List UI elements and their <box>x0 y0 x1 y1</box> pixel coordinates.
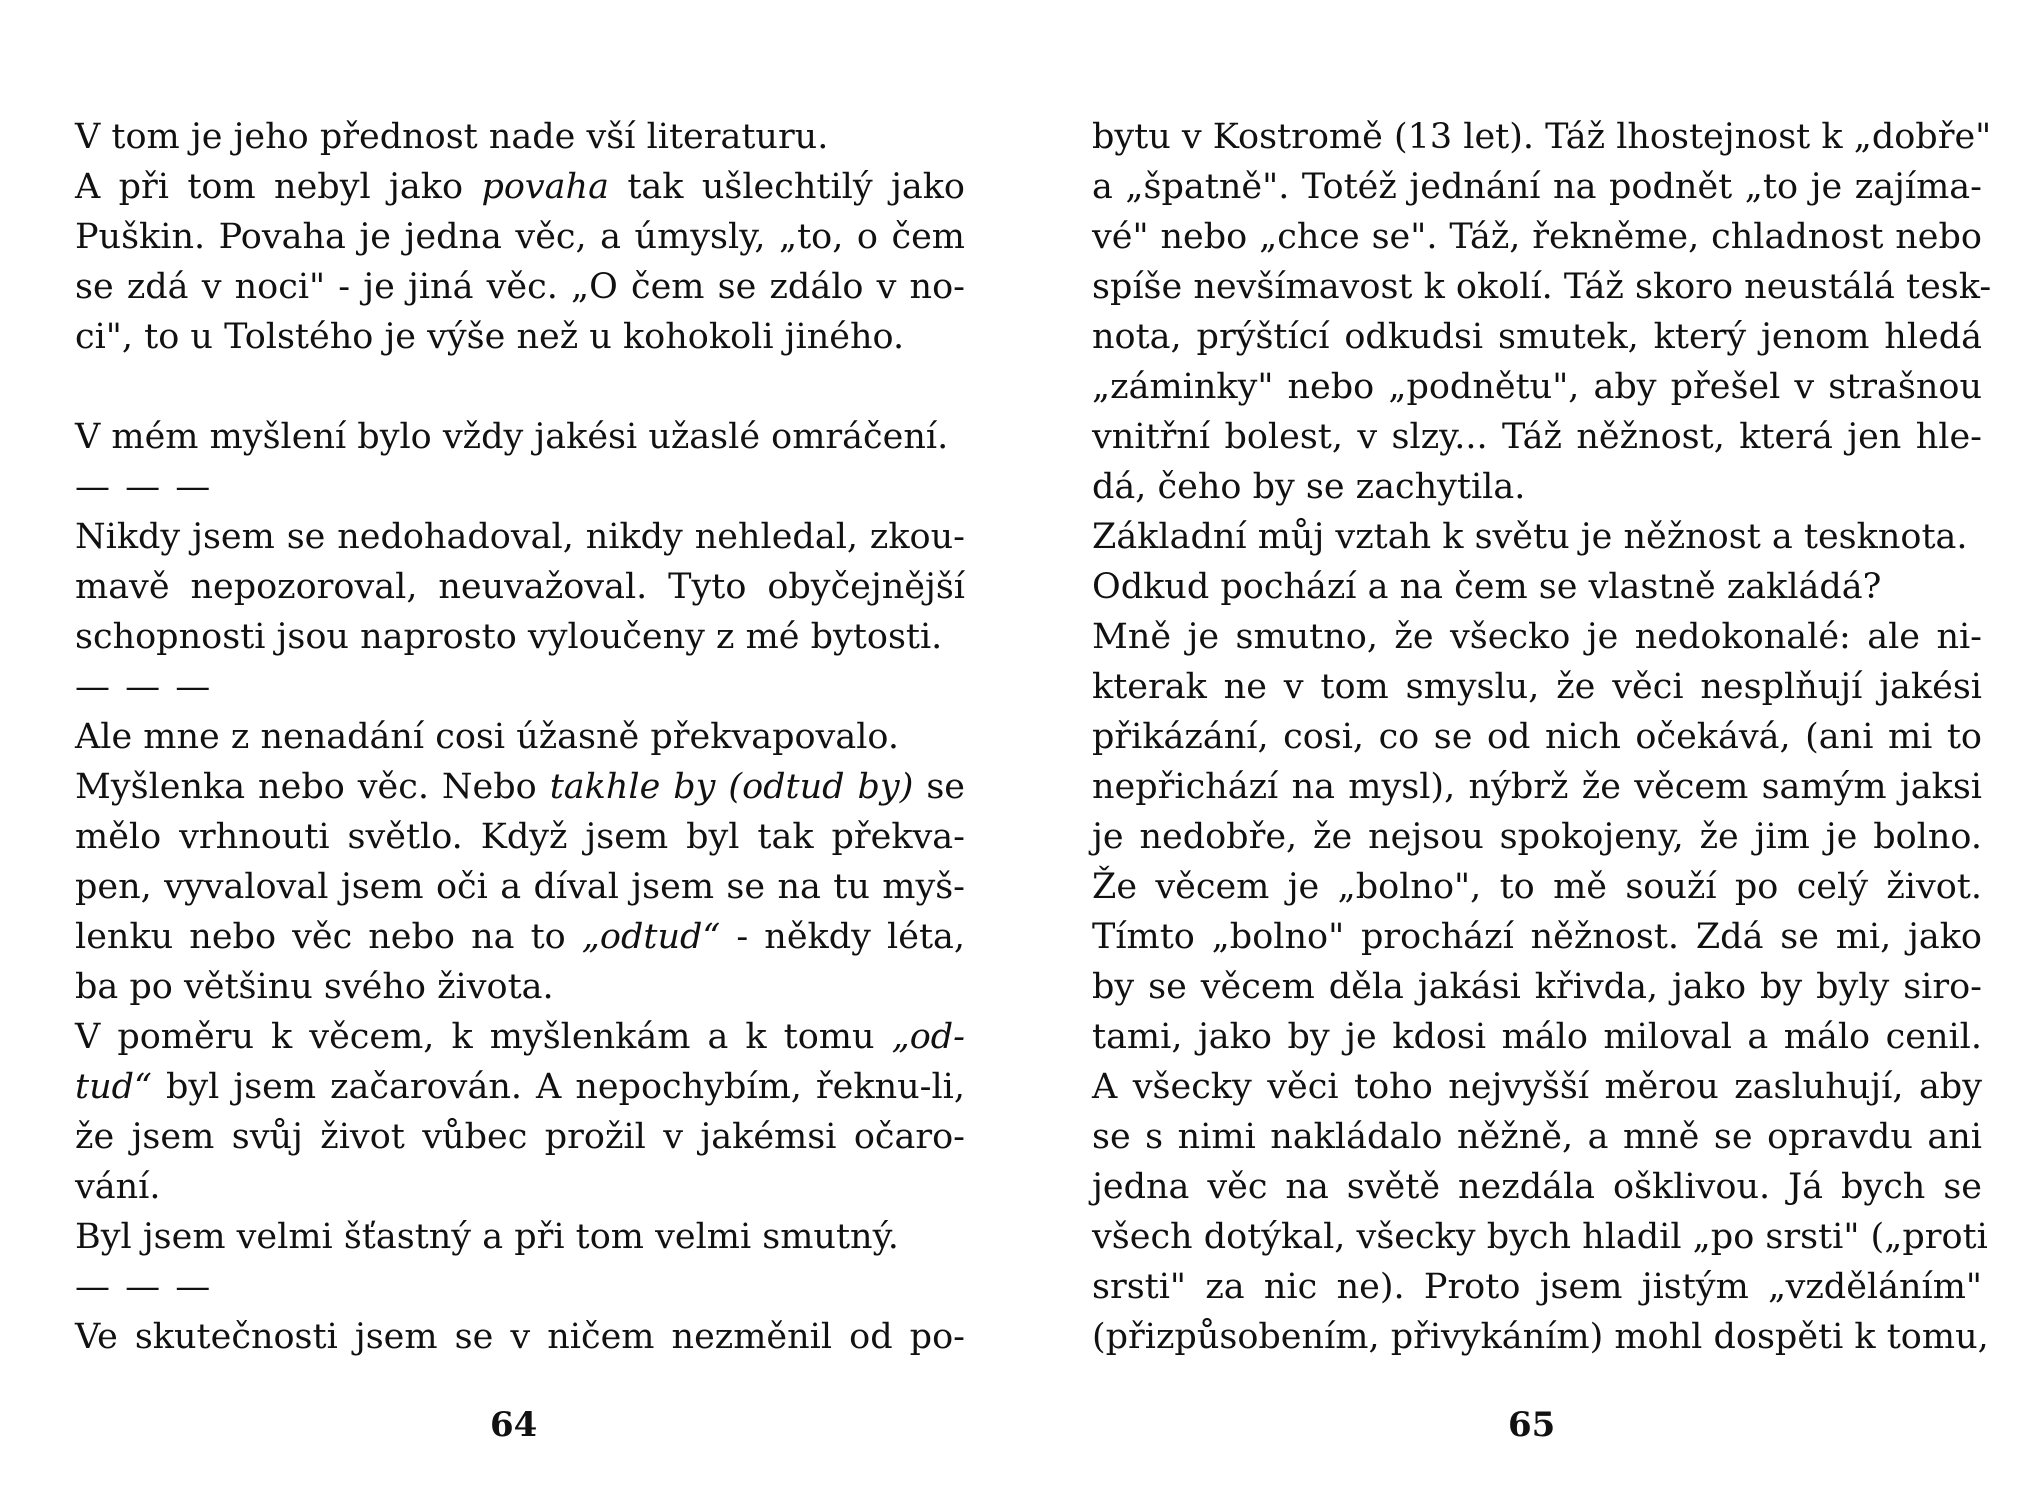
text-segment: tak ušlechtilý jako <box>608 167 966 207</box>
text-line: (přizpůsobením, přivykáním) mohl dospěti k tomu, <box>1092 1317 1989 1357</box>
text-line: Tímto „bolno" prochází něžnost. Zdá se mi, jako <box>1092 917 1982 957</box>
section-divider: — — — <box>75 467 213 507</box>
text-line: je nedobře, že nejsou spokojeny, že jim je bolno. <box>1092 817 1982 857</box>
italic-segment: „odtud“ <box>581 917 721 957</box>
text-line: Ve skutečnosti jsem se v ničem nezměnil od po- <box>75 1317 965 1357</box>
section-divider: — — — <box>75 1267 213 1307</box>
text-line: vání. <box>75 1167 161 1207</box>
text-line: Puškin. Povaha je jedna věc, a úmysly, „to, o čem <box>75 217 965 257</box>
text-line: Ale mne z nenadání cosi úžasně překvapovalo. <box>75 717 899 757</box>
paragraph-gap <box>75 362 965 412</box>
text-segment: se <box>913 767 965 807</box>
text-line: ci", to u Tolstého je výše než u kohokoli jiného. <box>75 317 905 357</box>
left-page <box>75 112 965 1362</box>
text-line: se s nimi nakládalo něžně, a mně se opravdu ani <box>1092 1117 1982 1157</box>
text-line: Odkud pochází a na čem se vlastně zakládá? <box>1092 567 1882 607</box>
text-line: vé" nebo „chce se". Táž, řekněme, chladnost nebo <box>1092 217 1982 257</box>
text-line: schopnosti jsou naprosto vyloučeny z mé bytosti. <box>75 617 943 657</box>
text-line: se zdá v noci" - je jiná věc. „O čem se zdálo v no- <box>75 267 965 307</box>
text-line: kterak ne v tom smyslu, že věci nesplňují jakési <box>1092 667 1982 707</box>
text-segment: lenku nebo věc nebo na to <box>75 917 582 957</box>
text-line: nepřichází na mysl), nýbrž že věcem samým jaksi <box>1092 767 1982 807</box>
text-line: ba po většinu svého života. <box>75 967 554 1007</box>
text-line: mavě nepozoroval, neuvažoval. Tyto obyčejnější <box>75 567 965 607</box>
text-line <box>75 162 965 212</box>
text-line: Mně je smutno, že všecko je nedokonalé: ale ni- <box>1092 617 1982 657</box>
section-divider: — — — <box>75 667 213 707</box>
right-page <box>1092 112 1992 1362</box>
text-line <box>75 1062 965 1112</box>
italic-segment: tud“ <box>75 1067 152 1107</box>
text-segment: - někdy léta, <box>720 917 965 957</box>
text-line: bytu v Kostromě (13 let). Táž lhostejnost k „dobře" <box>1092 117 1992 157</box>
text-line: V mém myšlení bylo vždy jakési užaslé omráčení. <box>75 417 949 457</box>
text-line: Základní můj vztah k světu je něžnost a tesknota. <box>1092 517 1968 557</box>
text-line: by se věcem děla jakási křivda, jako by byly siro- <box>1092 967 1982 1007</box>
text-segment: A při tom nebyl jako <box>75 167 482 207</box>
italic-segment: takhle by (odtud by) <box>549 767 914 807</box>
text-segment: byl jsem začarován. A nepochybím, řeknu-li, <box>151 1067 965 1107</box>
text-line <box>75 1012 965 1062</box>
text-line: že jsem svůj život vůbec prožil v jakémsi očaro- <box>75 1117 965 1157</box>
text-line: pen, vyvaloval jsem oči a díval jsem se na tu myš- <box>75 867 965 907</box>
text-segment: V poměru k věcem, k myšlenkám a k tomu <box>75 1017 892 1057</box>
text-line: V tom je jeho přednost nade vší literaturu. <box>75 117 829 157</box>
text-line: tami, jako by je kdosi málo miloval a málo cenil. <box>1092 1017 1982 1057</box>
text-line: všech dotýkal, všecky bych hladil „po srsti" („proti <box>1092 1217 1988 1257</box>
text-line: srsti" za nic ne). Proto jsem jistým „vzděláním" <box>1092 1267 1982 1307</box>
text-line <box>75 912 965 962</box>
text-line <box>75 762 965 812</box>
page-number-left: 64 <box>490 1405 538 1445</box>
text-line: přikázání, cosi, co se od nich očekává, (ani mi to <box>1092 717 1982 757</box>
text-line: mělo vrhnouti světlo. Když jsem byl tak překva- <box>75 817 965 857</box>
text-line: nota, prýštící odkudsi smutek, který jenom hledá <box>1092 317 1982 357</box>
page-number-right: 65 <box>1508 1405 1556 1445</box>
text-line: jedna věc na světě nezdála ošklivou. Já bych se <box>1092 1167 1982 1207</box>
text-line: A všecky věci toho nejvyšší měrou zasluhují, aby <box>1092 1067 1982 1107</box>
text-line: spíše nevšímavost k okolí. Táž skoro neustálá tesk- <box>1092 267 1992 307</box>
text-line: Nikdy jsem se nedohadoval, nikdy nehledal, zkou- <box>75 517 965 557</box>
text-line: dá, čeho by se zachytila. <box>1092 467 1526 507</box>
text-line: „záminky" nebo „podnětu", aby přešel v strašnou <box>1092 367 1982 407</box>
text-line: Byl jsem velmi šťastný a při tom velmi smutný. <box>75 1217 899 1257</box>
text-line: vnitřní bolest, v slzy... Táž něžnost, která jen hle- <box>1092 417 1982 457</box>
italic-segment: povaha <box>481 167 609 207</box>
text-segment: Myšlenka nebo věc. Nebo <box>75 767 550 807</box>
text-line: Že věcem je „bolno", to mě souží po celý život. <box>1092 867 1982 907</box>
text-line: a „špatně". Totéž jednání na podnět „to je zajíma- <box>1092 167 1982 207</box>
italic-segment: „od- <box>891 1017 965 1057</box>
